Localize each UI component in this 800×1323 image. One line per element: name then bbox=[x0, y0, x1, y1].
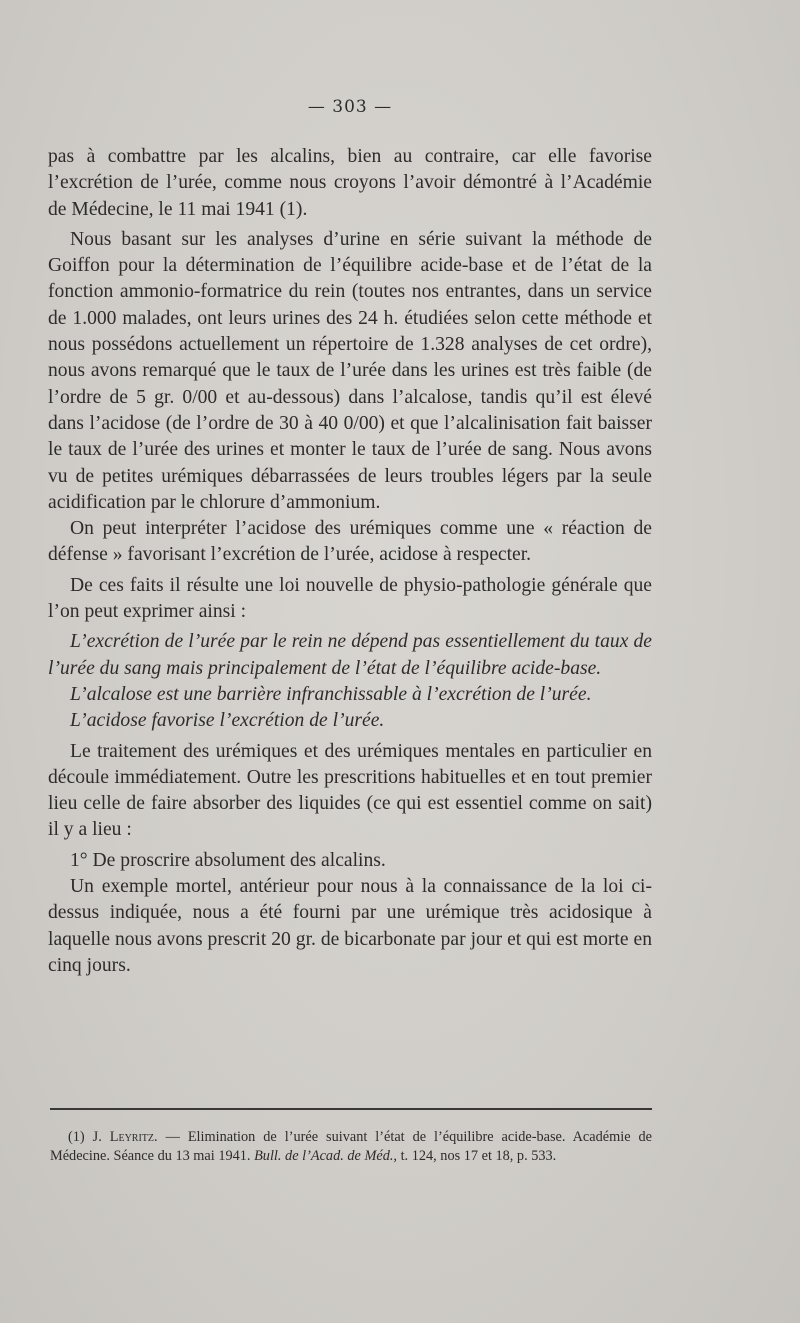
body-text bbox=[48, 144, 652, 979]
paragraph-point-1: 1° De proscrire absolument des alcalins. bbox=[70, 849, 386, 871]
footnote-author: J. Leyritz. bbox=[92, 1129, 158, 1145]
footnote bbox=[50, 1128, 652, 1165]
footnote-divider bbox=[50, 1108, 652, 1110]
page-number: — 303 — bbox=[307, 97, 393, 117]
law-statement-2: L’alcalose est une barrière infranchissable à l’excrétion de l’urée. bbox=[70, 683, 592, 705]
paragraph-law-intro: De ces faits il résulte une loi nouvelle de physio-pathologie générale que l’on peut exprimer ainsi : bbox=[48, 574, 652, 623]
paragraph-treatment: Le traitement des urémiques et des urémiques mentales en particulier en découle immédiatement. Outre les prescritions habituelles et en tout premier lieu celle de faire absorber des liquides (ce qui est essentiel comme on sait) il y a lieu : bbox=[48, 740, 652, 841]
law-statement-3: L’acidose favorise l’excrétion de l’urée. bbox=[70, 710, 385, 732]
paragraph-method: Nous basant sur les analyses d’urine en série suivant la méthode de Goiffon pour la détermination de l’équilibre acide-base et de l’état de la fonction ammonio-formatrice du rein (toutes nos entrantes, dans un service de 1.000 malades, ont leurs urines des 24 h. étudiées selon cette méthode et nous possédons actuellement un répertoire de 1.328 analyses de cet ordre), nous avons remarqué que le taux de l’urée dans les urines est très faible (de l’ordre de 5 gr. 0/00 et au-dessous) dans l’alcalose, tandis qu’il est élevé dans l’acidose (de l’ordre de 30 à 40 0/00) et que l’alcalinisation fait baisser le taux de l’urée des urines et monter le taux de l’urée de sang. Nous avons vu de petites urémiques débarrassées de leurs troubles légers par la seule acidification par le chlorure d’ammonium. bbox=[48, 228, 652, 513]
footnote-marker: (1) bbox=[68, 1129, 85, 1145]
footnote-ref: t. 124, nos 17 et 18, p. 533. bbox=[400, 1147, 557, 1164]
footnote-journal: Bull. de l’Acad. de Méd., bbox=[254, 1147, 397, 1164]
paragraph-continuation: pas à combattre par les alcalins, bien au contraire, car elle favorise l’excrétion de l’urée, comme nous croyons l’avoir démontré à l’Académie de Médecine, le 11 mai 1941 (1). bbox=[48, 146, 652, 220]
law-statement-1: L’excrétion de l’urée par le rein ne dépend pas essentiellement du taux de l’urée du sang mais principalement de l’état de l’équilibre acide-base. bbox=[48, 631, 652, 679]
footnote-text: — Elimination de l’urée suivant l’état de l’équilibre acide-base. Académie de Médecine. Séance du 13 mai 1941. bbox=[50, 1129, 653, 1164]
paragraph-example: Un exemple mortel, antérieur pour nous à la connaissance de la loi ci-dessus indiquée, nous a été fourni par une urémique très acidosique à laquelle nous avons prescrit 20 gr. de bicarbonate par jour et qui est morte en cinq jours. bbox=[48, 876, 652, 976]
paragraph-interpretation: On peut interpréter l’acidose des urémiques comme une « réaction de défense » favorisant l’excrétion de l’urée, acidose à respecter. bbox=[48, 518, 652, 566]
